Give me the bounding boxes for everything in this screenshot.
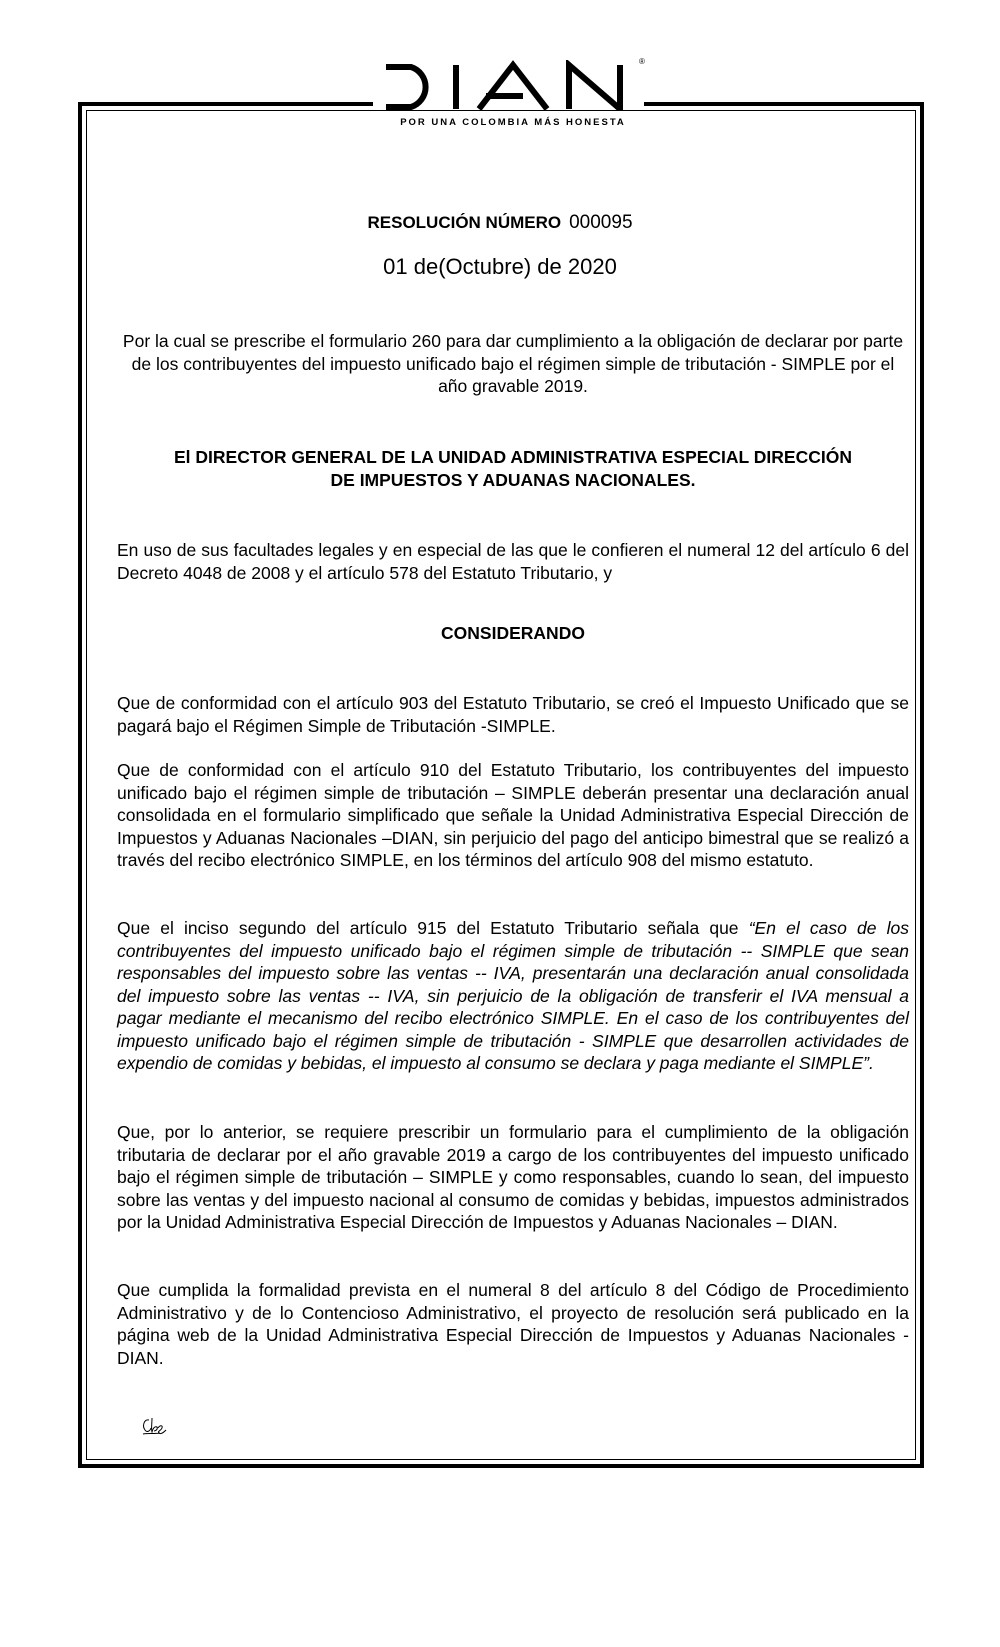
considerando-paragraph-2: Que de conformidad con el artículo 910 del Estatuto Tributario, los contribuyentes del impuesto unificado bajo el régimen simple de tributación – SIMPLE deberán presentar una declaración anual consolidada en el formulario simplificado que señale la Unidad Administrativa Especial Dirección de Impuestos y Aduanas Nacionales –DIAN, sin perjuicio del pago del anticipo bimestral que se realizó a través del recibo electrónico SIMPLE, en los términos del artículo 908 del mismo estatuto. — [117, 760, 909, 870]
handwritten-initials-icon — [140, 1416, 168, 1443]
resolution-summary: Por la cual se prescribe el formulario 260 para dar cumplimiento a la obligación de declarar por parte de los contribuyentes del impuesto unificado bajo el régimen simple de tributación - SIMPLE por el año gravable 2019. — [122, 331, 904, 396]
faculties-paragraph: En uso de sus facultades legales y en especial de las que le confieren el numeral 12 del artículo 6 del Decreto 4048 de 2008 y el artículo 578 del Estatuto Tributario, y — [117, 540, 909, 583]
considerando-paragraph-4: Que, por lo anterior, se requiere prescribir un formulario para el cumplimiento de la obligación tributaria de declarar por el año gravable 2019 a cargo de los contribuyentes del impuesto unificado bajo el régimen simple de tributación – SIMPLE y como responsables, cuando lo sean, del impuesto sobre las ventas y del impuesto nacional al consumo de comidas y bebidas, impuestos administrados por la Unidad Administrativa Especial Dirección de Impuestos y Aduanas Nacionales – DIAN. — [117, 1122, 909, 1232]
para3-quote: “En el caso de los contribuyentes del impuesto unificado bajo el régimen simple de tributación -- SIMPLE que sean responsables del impuesto sobre las ventas -- IVA, presentarán una declaración anual consolidada del impuesto sobre las ventas -- IVA, sin perjuicio de la obligación de transferir el IVA mensual a pagar mediante el mecanismo del recibo electrónico SIMPLE. En el caso de los contribuyentes del impuesto unificado bajo el régimen simple de tributación - SIMPLE que desarrollen actividades de expendio de comidas y bebidas, el impuesto al consumo se declara y paga mediante el SIMPLE”. — [117, 918, 909, 1073]
date-year: de 2020 — [537, 254, 617, 279]
authority-line-2: DE IMPUESTOS Y ADUANAS NACIONALES. — [330, 469, 696, 490]
resolution-date — [0, 254, 1000, 280]
considerando-heading: CONSIDERANDO — [441, 623, 585, 643]
date-month: (Octubre) — [438, 254, 532, 279]
resolution-number-line — [0, 212, 1000, 234]
considerando-paragraph-5: Que cumplida la formalidad prevista en el numeral 8 del artículo 8 del Código de Procedimiento Administrativo y de lo Contencioso Administrativo, el proyecto de resolución será publicado en la página web de la Unidad Administrativa Especial Dirección de Impuestos y Aduanas Nacionales -DIAN. — [117, 1280, 909, 1368]
dian-logo — [383, 60, 645, 110]
date-day: 01 de — [383, 254, 439, 279]
authority-heading — [117, 446, 909, 491]
considerando-paragraph-1: Que de conformidad con el artículo 903 del Estatuto Tributario, se creó el Impuesto Unificado que se pagará bajo el Régimen Simple de Tributación -SIMPLE. — [117, 693, 909, 736]
para3-intro: Que el inciso segundo del artículo 915 del Estatuto Tributario señala que — [117, 918, 749, 938]
resolution-label: RESOLUCIÓN NÚMERO — [367, 213, 562, 232]
logo-tagline: POR UNA COLOMBIA MÁS HONESTA — [400, 117, 626, 128]
registered-mark: ® — [639, 57, 645, 66]
considerando-paragraph-3 — [117, 917, 909, 1075]
authority-line-1: El DIRECTOR GENERAL DE LA UNIDAD ADMINISTRATIVA ESPECIAL DIRECCIÓN — [173, 447, 852, 467]
resolution-number: 000095 — [569, 212, 633, 233]
